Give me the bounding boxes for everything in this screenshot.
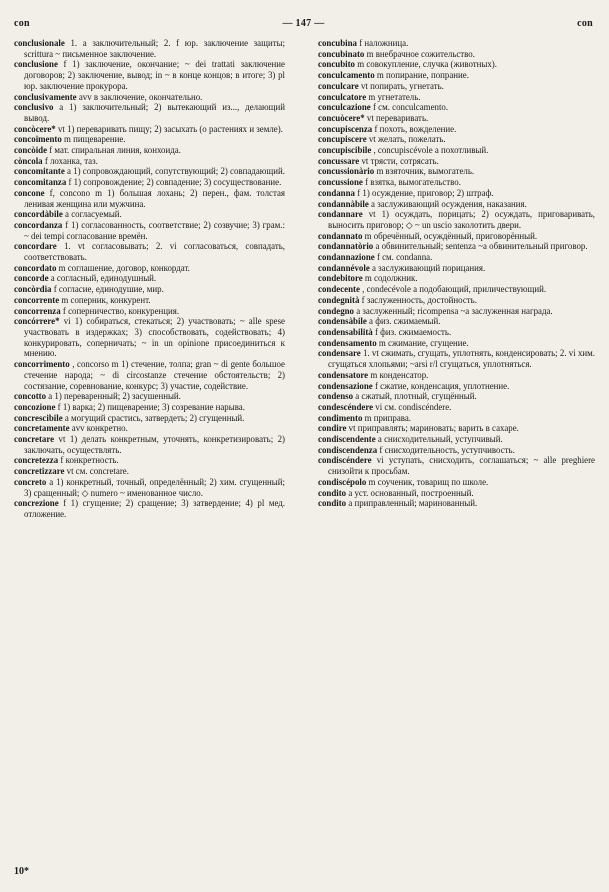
entry-definition: f, concono m 1) большая лохань; 2) перен., фам. толстая ленивая женщина или мужчина. [24,187,285,209]
header-left-guide-word: con [14,18,30,29]
dictionary-entry [14,263,285,274]
dictionary-entry [14,466,285,477]
entry-headword: concozione [14,401,56,412]
entry-definition: a физ. сжимаемый. [366,316,441,327]
dictionary-entry [14,423,285,434]
dictionary-entry [14,134,285,145]
entry-headword: condensabilità [318,326,373,337]
entry-definition: m внебрачное сожительство. [364,48,475,59]
entry-headword: condegnità [318,294,360,305]
dictionary-entry [318,413,595,424]
entry-headword: condebitore [318,273,363,284]
entry-definition: f 1) заключение, окончание; ~ dei trattati заключение договоров; 2) заключение, вывод; in ~ в конце концов; в итоге; 3) pl юр. заключение прокурора. [24,59,285,91]
entry-definition: m конденсатор. [368,369,429,380]
dictionary-entry [318,455,595,476]
entry-definition: vt трясти, сотрясать. [359,155,439,166]
entry-definition: m соперник, конкурент. [59,294,151,305]
entry-headword: condannàbile [318,198,369,209]
entry-definition: vt 1) осуждать, порицать; 2) осуждать, приговаривать, выносить приговор; ◇ ~ un uscio заколотить двери. [328,209,595,230]
entry-definition: a согласуемый. [62,209,122,220]
entry-definition: 1. vt сжимать, сгущать, уплотнять, конденсировать; 2. vi хим. сгущаться хлопьями; ~arsi r/l сгущаться, уплотняться. [328,348,595,370]
entry-headword: conclusione [14,59,58,70]
entry-headword: concupiscenza [318,123,373,134]
entry-headword: condensatore [318,369,369,380]
dictionary-entry [318,199,595,210]
dictionary-entry [318,92,595,103]
left-column [14,38,285,520]
entry-definition: avv конкретно. [69,423,128,434]
entry-headword: condannatòrio [318,241,374,252]
entry-definition: f 1) сгущение; 2) сращение; 3) затвердение; 4) pl мед. отложение. [24,498,285,519]
entry-headword: concotto [14,391,47,402]
entry-definition: f соперничество, конкуренция. [60,305,180,316]
entry-definition: f мат. спиральная линия, конхоида. [47,145,181,156]
entry-headword: condensàbile [318,316,367,327]
dictionary-entry [318,113,595,124]
entry-headword: condegno [318,305,354,316]
dictionary-entry [14,306,285,317]
dictionary-entry [14,391,285,402]
entry-definition: a приправленный; маринованный. [346,498,478,509]
entry-headword: còncola [14,155,43,166]
entry-headword: concreto [14,476,47,487]
entry-definition: a 1) сопровождающий, сопутствующий; 2) совпадающий. [64,166,285,177]
entry-definition: m взяточник, вымогатель. [374,166,475,177]
entry-headword: concòcere* [14,123,56,134]
entry-definition: f конкретность. [58,455,119,466]
dictionary-entry [14,477,285,498]
entry-headword: concussare [318,155,360,166]
entry-definition: a заслуживающий осуждения, наказания. [368,198,527,209]
page-header [14,18,593,32]
dictionary-entry [14,413,285,424]
dictionary-entry [318,102,595,113]
entry-definition: f см. conculcamento. [370,102,449,113]
entry-headword: concordato [14,262,57,273]
dictionary-entry [14,177,285,188]
dictionary-entry [14,102,285,123]
header-page-number: — 147 — [282,18,325,29]
entry-headword: concordàbile [14,209,63,220]
dictionary-entry [318,241,595,252]
entry-headword: concubito [318,59,355,70]
entry-definition: avv в заключение, окончательно. [76,91,203,102]
entry-definition: a согласный, единодушный. [48,273,157,284]
entry-headword: condescéndere [318,401,374,412]
dictionary-entry [14,92,285,103]
entry-definition: f см. condanna. [374,252,433,263]
dictionary-entry [318,348,595,369]
entry-definition: vi 1) собираться, стекаться; 2) участвовать; ~ alle spese участвовать в издержках; 3) способствовать, содействовать; 4) конкурировать, соперничать; ~ in un opinione присоединиться к мнению. [24,316,285,359]
dictionary-entry [14,38,285,59]
dictionary-entry [14,295,285,306]
entry-headword: concone [14,187,45,198]
entry-headword: concretizzare [14,466,65,477]
entry-definition: a сжатый, плотный, сгущённый. [353,391,477,402]
entry-headword: concoimento [14,134,62,145]
dictionary-entry [14,402,285,413]
entry-headword: condenso [318,391,354,402]
dictionary-entry [14,359,285,391]
entry-definition: f похоть, вожделение. [372,123,457,134]
entry-definition: a заслуженный; ricompensa ~a заслуженная награда. [354,305,553,316]
entry-definition: f 1) осуждение, приговор; 2) штраф. [355,187,494,198]
entry-definition: m пищеварение. [61,134,126,145]
entry-definition: a снисходительный, уступчивый. [375,434,503,445]
dictionary-entry [318,381,595,392]
entry-definition: vt 1) переваривать пищу; 2) засыхать (о растениях и земле). [55,123,283,134]
entry-headword: condiscépolo [318,476,367,487]
dictionary-entry [318,188,595,199]
header-right-guide-word: con [577,18,593,29]
entry-headword: concomitante [14,166,65,177]
entry-definition: a 1) конкретный, точный, определённый; 2) хим. сгущенный; 3) сращенный; ◇ numero ~ именованное число. [24,476,285,498]
entry-definition: f физ. сжимаемость. [372,326,452,337]
dictionary-entry [14,434,285,455]
entry-definition: vt переваривать. [364,112,429,123]
entry-headword: condannévole [318,262,370,273]
entry-headword: concretare [14,434,55,445]
dictionary-entry [14,145,285,156]
dictionary-entry [318,231,595,242]
entry-definition: , concupiscévole a похотливый. [371,145,489,156]
entry-headword: concupiscibile [318,145,372,156]
entry-headword: condiscéndere [318,455,372,466]
entry-definition: m сжимание, сгущение. [376,337,469,348]
dictionary-entry [318,209,595,230]
dictionary-entry [318,134,595,145]
entry-headword: condannazione [318,252,375,263]
dictionary-entry [14,316,285,359]
right-column [318,38,595,509]
dictionary-entry [318,402,595,413]
entry-headword: concubina [318,38,357,48]
dictionary-entry [318,338,595,349]
dictionary-entry [14,124,285,135]
entry-headword: concordanza [14,219,63,230]
dictionary-entry [318,177,595,188]
dictionary-entry [318,295,595,306]
dictionary-entry [318,306,595,317]
entry-headword: condanna [318,187,355,198]
dictionary-entry [318,156,595,167]
entry-headword: condannare [318,209,363,220]
entry-headword: condensare [318,348,361,359]
dictionary-entry [318,284,595,295]
entry-definition: m угнетатель. [366,91,421,102]
entry-headword: concrezione [14,498,59,509]
entry-definition: f 1) варка; 2) пищеварение; 3) созревание нарыва. [55,401,245,412]
entry-headword: conculcazione [318,102,371,113]
entry-headword: concorrente [14,294,60,305]
entry-headword: concordare [14,241,57,252]
entry-definition: m приправа. [362,412,412,423]
dictionary-entry [318,434,595,445]
dictionary-entry [14,241,285,262]
dictionary-entry [318,273,595,284]
entry-definition: f снисходительность, уступчивость. [377,444,515,455]
dictionary-entry [14,59,285,91]
entry-headword: concubinato [318,48,365,59]
dictionary-entry [14,273,285,284]
dictionary-entry [14,209,285,220]
entry-definition: a 1) заключительный; 2) вытекающий из..., делающий вывод. [24,102,285,123]
entry-headword: concòide [14,145,48,156]
entry-headword: concussione [318,177,363,188]
entry-headword: concomitanza [14,177,67,188]
entry-definition: f взятка, вымогательство. [362,177,461,188]
entry-headword: concretezza [14,455,59,466]
entry-definition: m соглашение, договор, конкордат. [56,262,190,273]
entry-definition: 1. a заключительный; 2. f юр. заключение защиты; scrittura ~ письменное заключение. [24,38,285,59]
entry-definition: vt 1) делать конкретным, уточнять, конкретизировать; 2) заключать, осуществлять. [24,434,285,455]
entry-definition: a заслуживающий порицания. [369,262,486,273]
entry-definition: f сжатие, конденсация, уплотнение. [372,380,510,391]
entry-definition: vi см. condiscéndere. [373,401,452,412]
entry-definition: vt приправлять; мариновать; варить в сахаре. [346,423,519,434]
dictionary-entry [14,220,285,241]
dictionary-entry [318,124,595,135]
entry-definition: m соученик, товарищ по школе. [366,476,489,487]
dictionary-entry [318,316,595,327]
entry-headword: condire [318,423,347,434]
dictionary-entry [318,59,595,70]
dictionary-entry [14,284,285,295]
entry-definition: 1. vt согласовывать; 2. vi согласоваться, совпадать, соответствовать. [24,241,285,263]
signature-mark: 10* [14,866,29,877]
entry-headword: condecente [318,284,360,295]
entry-headword: concuòcere* [318,112,365,123]
dictionary-entry [318,166,595,177]
entry-definition: f 1) согласованность, соответствие; 2) созвучие; 3) грам.: ~ dei tempi согласование времён. [24,219,285,241]
entry-definition: , condecévole a подобающий, приличествующий. [359,284,547,295]
entry-headword: concorrimento [14,359,70,370]
entry-definition: a 1) переваренный; 2) засушенный. [46,391,181,402]
entry-headword: concorrenza [14,305,61,316]
dictionary-entry [318,49,595,60]
dictionary-entry [14,455,285,466]
entry-headword: condensazione [318,380,373,391]
entry-definition: a уст. основанный, построенный. [346,487,474,498]
dictionary-entry [318,370,595,381]
dictionary-entry [318,498,595,509]
entry-headword: concussionàrio [318,166,375,177]
entry-headword: conclusionale [14,38,65,48]
dictionary-entry [318,488,595,499]
dictionary-entry [318,263,595,274]
entry-headword: conculcare [318,80,359,91]
entry-headword: condensamento [318,337,377,348]
dictionary-entry [318,38,595,49]
dictionary-entry [318,445,595,456]
entry-definition: a обвинительный; sentenza ~a обвинительный приговор. [373,241,588,252]
entry-definition: m содолжник. [362,273,418,284]
entry-definition: f согласие, единодушие, мир. [51,284,164,295]
entry-headword: condito [318,487,347,498]
entry-definition: m попирание, попрание. [374,70,469,81]
entry-definition: f заслуженность, достойность. [359,294,477,305]
entry-headword: concórrere* [14,316,60,327]
entry-definition: , concorso m 1) стечение, толпа; gran ~ di gente большое стечение народа; ~ di circostanze стечение обстоятельств; 2) состязание, соревнование, конкурс; 3) участие, содействие. [24,359,285,391]
dictionary-entry [14,166,285,177]
entry-headword: condimento [318,412,363,423]
entry-headword: condito [318,498,347,509]
dictionary-entry [14,498,285,519]
dictionary-entry [318,145,595,156]
entry-headword: conculcatore [318,91,367,102]
entry-definition: m совокупление, случка (животных). [354,59,497,70]
entry-headword: concorde [14,273,49,284]
dictionary-entry [14,188,285,209]
entry-definition: vt см. concretare. [64,466,129,477]
entry-definition: m обречённый, осуждённый, приговорённый. [362,230,538,241]
entry-definition: f лоханка, таз. [42,155,98,166]
dictionary-entry [14,156,285,167]
entry-headword: condiscendenza [318,444,378,455]
dictionary-entry [318,81,595,92]
entry-headword: conculcamento [318,70,375,81]
dictionary-entry [318,327,595,338]
entry-definition: a могущий срастись, затвердеть; 2) сгущенный. [62,412,245,423]
entry-headword: concrescibile [14,412,63,423]
entry-headword: condannato [318,230,363,241]
entry-headword: concòrdia [14,284,52,295]
entry-headword: condiscendente [318,434,376,445]
entry-definition: vt желать, пожелать. [366,134,446,145]
dictionary-entry [318,423,595,434]
entry-headword: conclusivo [14,102,54,113]
entry-definition: f 1) сопровождение; 2) совпадение; 3) сосуществование. [66,177,282,188]
entry-definition: vi уступать, снисходить, соглашаться; ~ alle preghiere снизойти к просьбам. [328,455,595,477]
entry-headword: concretamente [14,423,70,434]
entry-definition: vt попирать, угнетать. [358,80,444,91]
dictionary-entry [318,70,595,81]
dictionary-entry [318,477,595,488]
entry-headword: conclusivamente [14,91,77,102]
entry-definition: f наложница. [356,38,409,48]
dictionary-entry [318,391,595,402]
dictionary-entry [318,252,595,263]
entry-headword: concupiscere [318,134,367,145]
